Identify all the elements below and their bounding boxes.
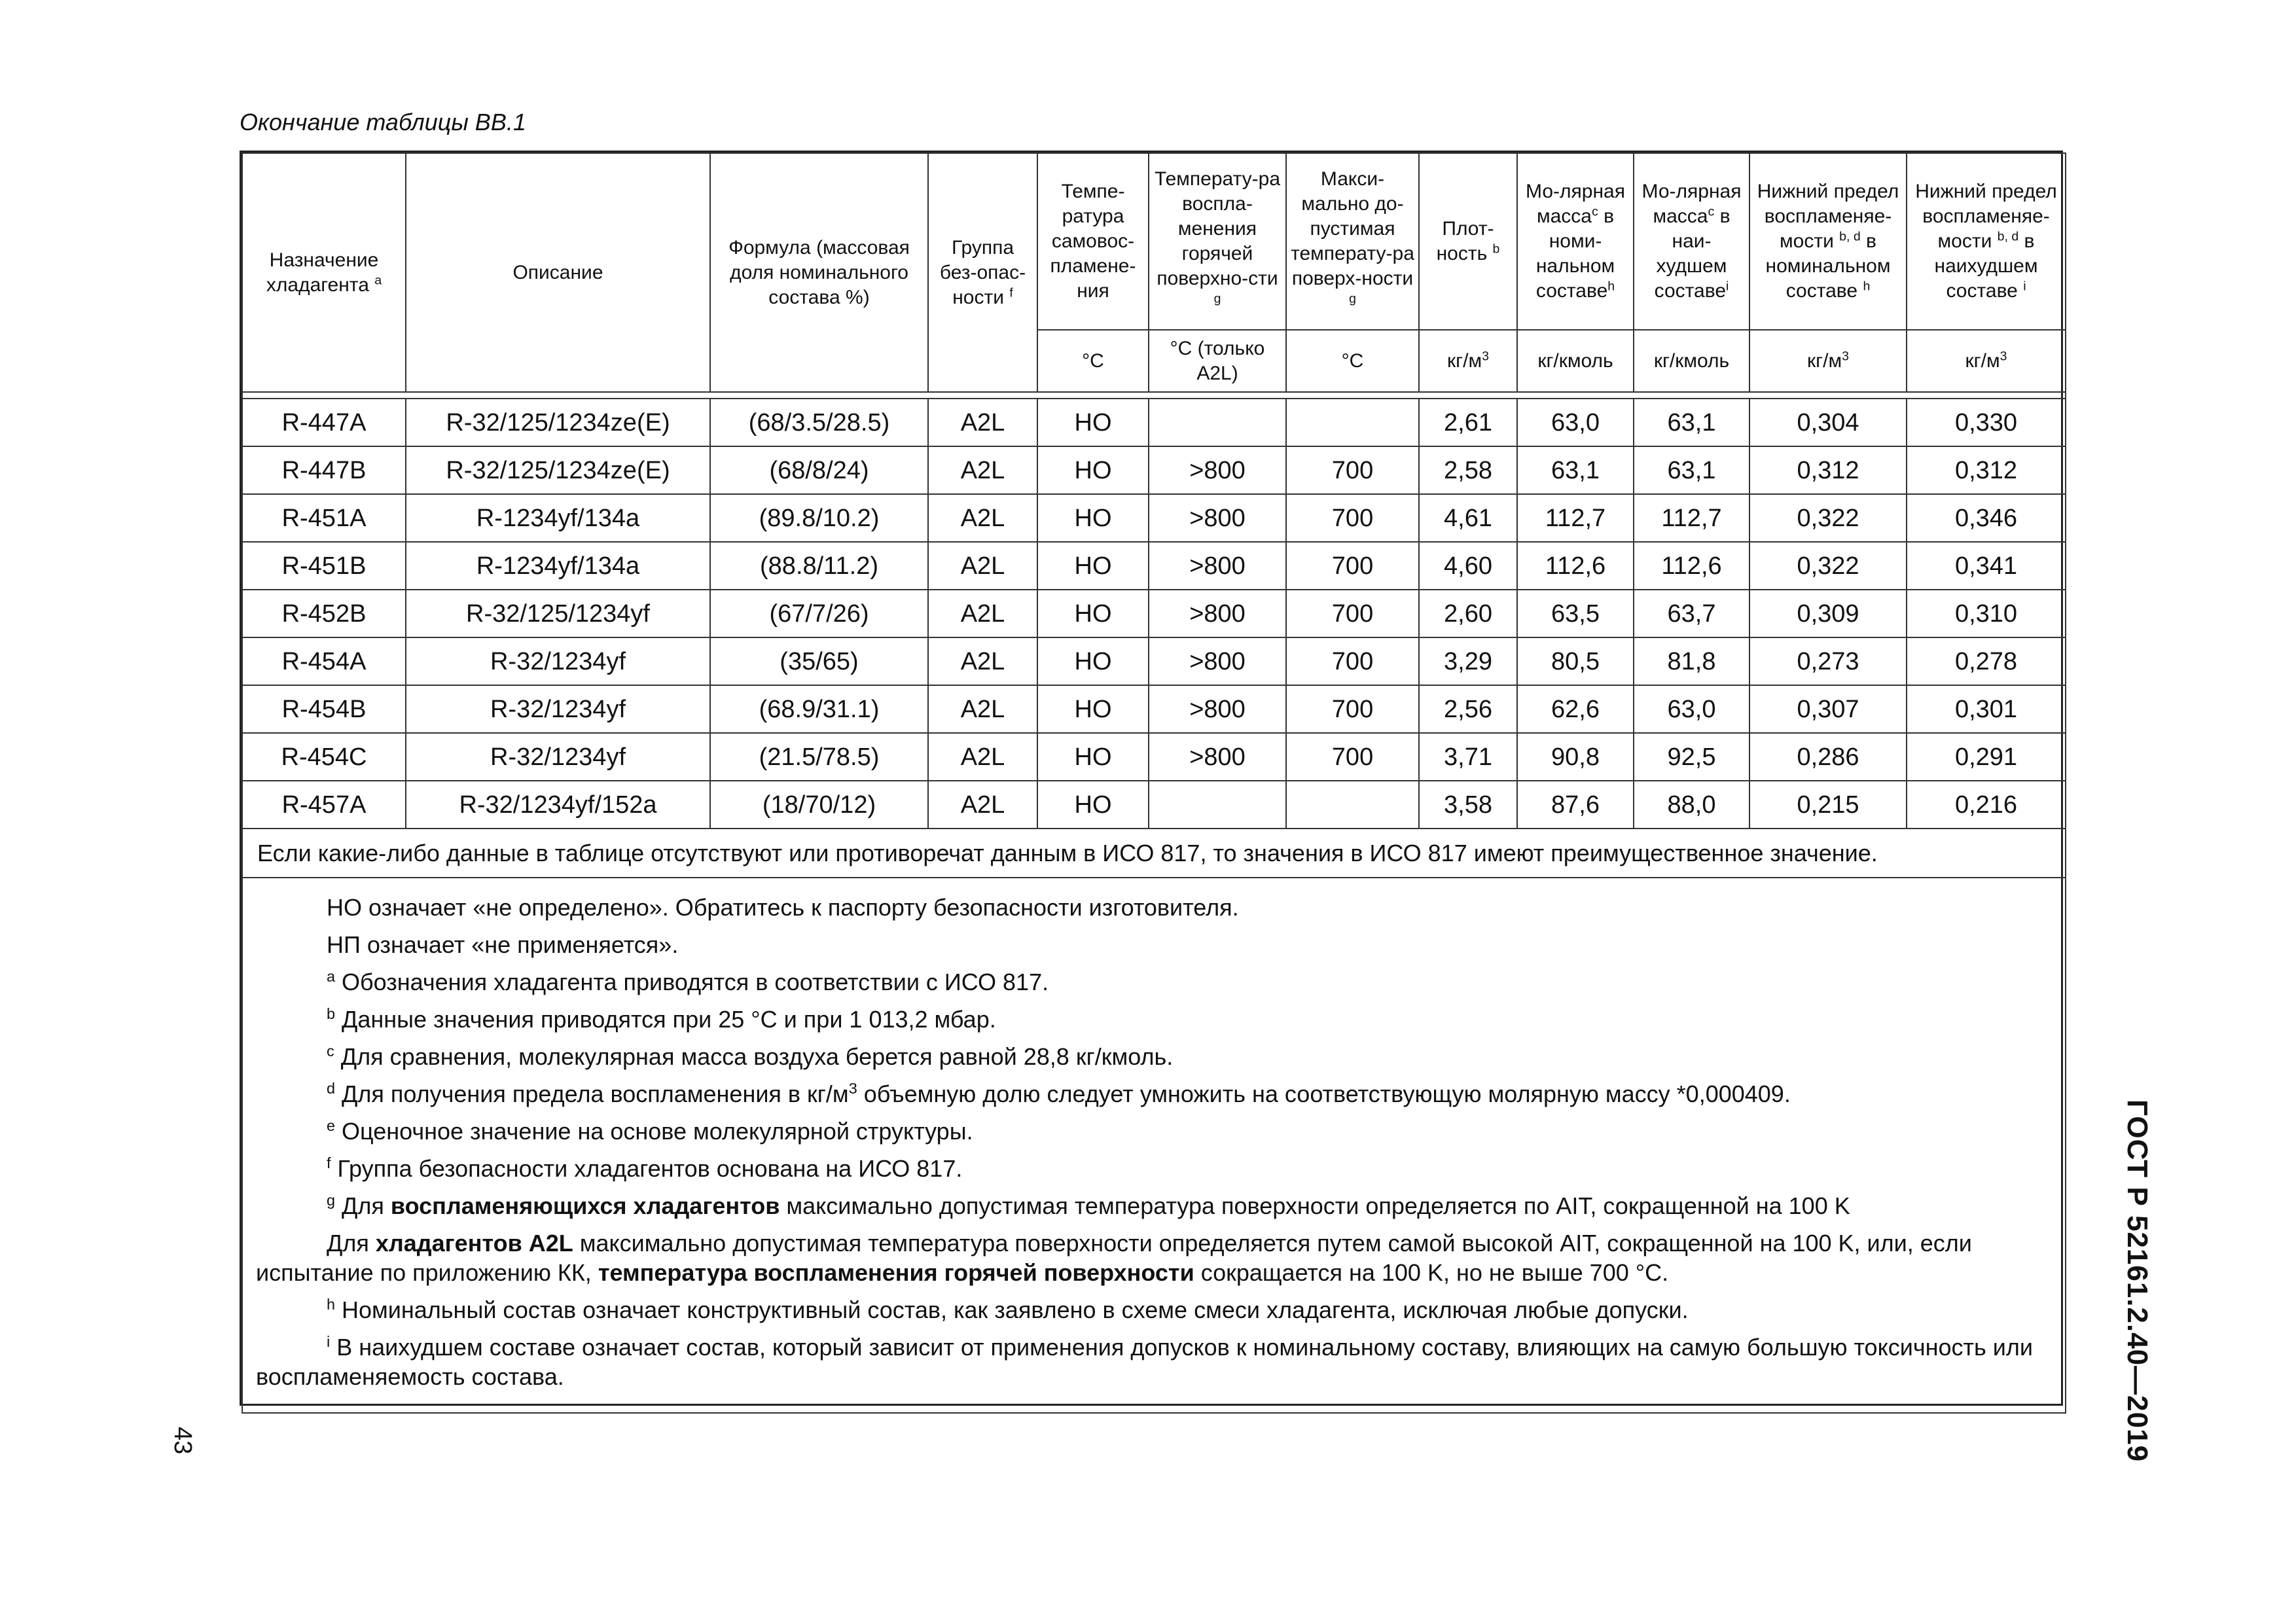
cell-safety-group: A2L	[928, 590, 1037, 637]
cell-molar-worst: 63,1	[1634, 399, 1749, 446]
note-c: $^c$ Для сравнения, молекулярная масса воздуха берется равной 28,8 кг/кмоль.	[327, 1043, 1174, 1070]
cell-designation: R-451A	[242, 494, 406, 542]
cell-lfl-worst: 0,312	[1907, 446, 2066, 494]
cell-molar-worst: 112,7	[1634, 494, 1749, 542]
cell-max-surface	[1286, 399, 1419, 446]
cell-molar-nominal: 80,5	[1517, 637, 1634, 685]
cell-molar-worst: 81,8	[1634, 637, 1749, 685]
table-row	[242, 542, 2066, 590]
cell-lfl-nominal: 0,312	[1749, 446, 1907, 494]
cell-lfl-nominal: 0,322	[1749, 494, 1907, 542]
header-safety-group: Группа без-опас-ности $^f$	[928, 153, 1037, 392]
cell-lfl-nominal: 0,286	[1749, 733, 1907, 781]
header-molar-worst: Мо-лярная масса$^c$ в наи-худшем составе$^i$	[1634, 153, 1749, 330]
table-row	[242, 494, 2066, 542]
cell-molar-nominal: 63,1	[1517, 446, 1634, 494]
cell-autoignition: НО	[1037, 590, 1149, 637]
cell-formula: (68.9/31.1)	[710, 685, 928, 733]
cell-safety-group: A2L	[928, 399, 1037, 446]
cell-lfl-nominal: 0,322	[1749, 542, 1907, 590]
cell-autoignition: НО	[1037, 446, 1149, 494]
header-formula: Формула (массовая доля номинального состава %)	[710, 153, 928, 392]
cell-lfl-nominal: 0,215	[1749, 781, 1907, 829]
cell-density: 3,71	[1419, 733, 1517, 781]
cell-max-surface: 700	[1286, 494, 1419, 542]
cell-hot-surface	[1149, 781, 1286, 829]
cell-molar-worst: 88,0	[1634, 781, 1749, 829]
cell-designation: R-447A	[242, 399, 406, 446]
cell-hot-surface: >800	[1149, 590, 1286, 637]
table-row	[242, 781, 2066, 829]
unit-lfl-nominal: $кг/м^3$	[1749, 330, 1907, 392]
cell-description: R-32/125/1234ze(E)	[406, 446, 710, 494]
cell-lfl-worst: 0,346	[1907, 494, 2066, 542]
unit-lfl-worst: $кг/м^3$	[1907, 330, 2066, 392]
note-d: $^d$ Для получения предела воспламенения в $кг/м^3$ объемную долю следует умножить на соответствующую молярную массу *0,000409.	[327, 1080, 1791, 1107]
cell-safety-group: A2L	[928, 685, 1037, 733]
cell-autoignition: НО	[1037, 733, 1149, 781]
note-f: $^f$ Группа безопасности хладагентов основана на ИСО 817.	[327, 1154, 963, 1182]
standard-designation: ГОСТ Р 52161.2.40—2019	[2121, 1099, 2153, 1463]
unit-molar-nominal: кг/кмоль	[1517, 330, 1634, 392]
data-table-container	[240, 151, 2063, 1406]
note-np: НП означает «не применяется».	[327, 931, 679, 958]
cell-hot-surface: >800	[1149, 446, 1286, 494]
cell-designation: R-454C	[242, 733, 406, 781]
cell-molar-nominal: 112,6	[1517, 542, 1634, 590]
cell-formula: (68/8/24)	[710, 446, 928, 494]
cell-max-surface: 700	[1286, 637, 1419, 685]
cell-designation: R-451B	[242, 542, 406, 590]
header-description: Описание	[406, 153, 710, 392]
header-hot-surface: Температу-ра воспла-менения горячей поверхно-сти $^g$	[1149, 153, 1286, 330]
cell-designation: R-454A	[242, 637, 406, 685]
cell-autoignition: НО	[1037, 399, 1149, 446]
cell-autoignition: НО	[1037, 494, 1149, 542]
cell-description: R-32/1234yf/152a	[406, 781, 710, 829]
refrigerant-table	[242, 152, 2066, 1414]
table-row	[242, 685, 2066, 733]
cell-density: 3,58	[1419, 781, 1517, 829]
cell-lfl-worst: 0,301	[1907, 685, 2066, 733]
table-header	[242, 153, 2066, 392]
unit-autoignition: °C	[1037, 330, 1149, 392]
cell-max-surface: 700	[1286, 590, 1419, 637]
header-autoignition: Темпе-ратура самовос-пламене-ния	[1037, 153, 1149, 330]
table-row	[242, 590, 2066, 637]
cell-formula: (89.8/10.2)	[710, 494, 928, 542]
cell-lfl-nominal: 0,273	[1749, 637, 1907, 685]
cell-designation: R-454B	[242, 685, 406, 733]
header-density: Плот-ность $^b$	[1419, 153, 1517, 330]
header-lfl-nominal: Нижний предел воспламеняе-мости $^{b, d}$ в номинальном составе $^h$	[1749, 153, 1907, 330]
cell-description: R-1234yf/134a	[406, 542, 710, 590]
cell-safety-group: A2L	[928, 781, 1037, 829]
cell-description: R-32/1234yf	[406, 685, 710, 733]
cell-formula: (18/70/12)	[710, 781, 928, 829]
note-a2l: Для хладагентов A2L максимально допустимая температура поверхности определяется путем самой высокой AIT, сокращенной на 100 K, или, если испытание по приложению КК, температура воспламенения горячей поверхности сокращается на 100 K, но не выше 700 °C.	[256, 1230, 1972, 1286]
cell-molar-worst: 92,5	[1634, 733, 1749, 781]
cell-molar-nominal: 112,7	[1517, 494, 1634, 542]
cell-safety-group: A2L	[928, 733, 1037, 781]
cell-lfl-worst: 0,330	[1907, 399, 2066, 446]
note-g: $^g$ Для воспламеняющихся хладагентов максимально допустимая температура поверхности определяется по AIT, сокращенной на 100 K	[327, 1192, 1850, 1219]
cell-lfl-worst: 0,310	[1907, 590, 2066, 637]
cell-description: R-32/125/1234ze(E)	[406, 399, 710, 446]
cell-lfl-worst: 0,291	[1907, 733, 2066, 781]
table-row	[242, 446, 2066, 494]
cell-molar-nominal: 90,8	[1517, 733, 1634, 781]
cell-designation: R-452B	[242, 590, 406, 637]
table-row	[242, 399, 2066, 446]
cell-description: R-32/1234yf	[406, 637, 710, 685]
cell-max-surface: 700	[1286, 542, 1419, 590]
cell-density: 4,60	[1419, 542, 1517, 590]
cell-autoignition: НО	[1037, 781, 1149, 829]
unit-molar-worst: кг/кмоль	[1634, 330, 1749, 392]
cell-max-surface: 700	[1286, 733, 1419, 781]
note-a: $^a$ Обозначения хладагента приводятся в соответствии с ИСО 817.	[327, 968, 1049, 995]
cell-formula: (88.8/11.2)	[710, 542, 928, 590]
header-molar-nominal: Мо-лярная масса$^c$ в номи-нальном составе$^h$	[1517, 153, 1634, 330]
table-row	[242, 733, 2066, 781]
cell-lfl-nominal: 0,304	[1749, 399, 1907, 446]
cell-max-surface	[1286, 781, 1419, 829]
cell-density: 3,29	[1419, 637, 1517, 685]
cell-density: 2,60	[1419, 590, 1517, 637]
cell-density: 4,61	[1419, 494, 1517, 542]
table-caption: Окончание таблицы ВВ.1	[240, 109, 526, 135]
cell-formula: (68/3.5/28.5)	[710, 399, 928, 446]
cell-description: R-1234yf/134a	[406, 494, 710, 542]
cell-lfl-worst: 0,278	[1907, 637, 2066, 685]
cell-density: 2,58	[1419, 446, 1517, 494]
header-separator	[242, 392, 2066, 399]
cell-safety-group: A2L	[928, 446, 1037, 494]
footnotes	[242, 878, 2066, 1413]
note-h: $^h$ Номинальный состав означает конструктивный состав, как заявлено в схеме смеси хладагента, исключая любые допуски.	[327, 1296, 1689, 1323]
cell-max-surface: 700	[1286, 685, 1419, 733]
unit-density: $кг/м^3$	[1419, 330, 1517, 392]
cell-hot-surface: >800	[1149, 494, 1286, 542]
page-number: 43	[169, 1427, 196, 1455]
cell-lfl-nominal: 0,309	[1749, 590, 1907, 637]
cell-lfl-worst: 0,341	[1907, 542, 2066, 590]
cell-hot-surface: >800	[1149, 542, 1286, 590]
cell-molar-nominal: 63,0	[1517, 399, 1634, 446]
cell-formula: (35/65)	[710, 637, 928, 685]
cell-formula: (67/7/26)	[710, 590, 928, 637]
unit-max-surface: °C	[1286, 330, 1419, 392]
cell-autoignition: НО	[1037, 542, 1149, 590]
table-note: Если какие-либо данные в таблице отсутствуют или противоречат данным в ИСО 817, то значения в ИСО 817 имеют преимущественное значение.	[242, 829, 2066, 878]
table-row	[242, 637, 2066, 685]
cell-safety-group: A2L	[928, 542, 1037, 590]
cell-hot-surface	[1149, 399, 1286, 446]
cell-formula: (21.5/78.5)	[710, 733, 928, 781]
cell-safety-group: A2L	[928, 494, 1037, 542]
cell-max-surface: 700	[1286, 446, 1419, 494]
note-i: $^i$ В наихудшем составе означает состав, который зависит от применения допусков к номинальному составу, влияющих на самую большую токсичность или воспламеняемость состава.	[256, 1333, 2033, 1390]
cell-density: 2,56	[1419, 685, 1517, 733]
cell-hot-surface: >800	[1149, 637, 1286, 685]
table-footer	[242, 829, 2066, 1413]
cell-molar-worst: 63,7	[1634, 590, 1749, 637]
cell-molar-worst: 112,6	[1634, 542, 1749, 590]
cell-molar-nominal: 63,5	[1517, 590, 1634, 637]
note-ho: НО означает «не определено». Обратитесь к паспорту безопасности изготовителя.	[327, 894, 1239, 921]
cell-designation: R-457A	[242, 781, 406, 829]
header-designation: Назначение хладагента $^a$	[242, 153, 406, 392]
cell-designation: R-447B	[242, 446, 406, 494]
cell-safety-group: A2L	[928, 637, 1037, 685]
cell-density: 2,61	[1419, 399, 1517, 446]
cell-lfl-worst: 0,216	[1907, 781, 2066, 829]
note-e: $^e$ Оценочное значение на основе молекулярной структуры.	[327, 1117, 973, 1145]
cell-autoignition: НО	[1037, 637, 1149, 685]
cell-molar-worst: 63,0	[1634, 685, 1749, 733]
cell-lfl-nominal: 0,307	[1749, 685, 1907, 733]
cell-description: R-32/125/1234yf	[406, 590, 710, 637]
cell-hot-surface: >800	[1149, 733, 1286, 781]
note-b: $^b$ Данные значения приводятся при 25 °C и при 1 013,2 мбар.	[327, 1005, 996, 1033]
cell-autoignition: НО	[1037, 685, 1149, 733]
header-max-surface: Макси-мально до-пустимая температу-ра поверх-ности $^g$	[1286, 153, 1419, 330]
cell-hot-surface: >800	[1149, 685, 1286, 733]
cell-molar-worst: 63,1	[1634, 446, 1749, 494]
table-body	[242, 392, 2066, 829]
cell-molar-nominal: 62,6	[1517, 685, 1634, 733]
unit-hot-surface: °C (только A2L)	[1149, 330, 1286, 392]
cell-molar-nominal: 87,6	[1517, 781, 1634, 829]
cell-description: R-32/1234yf	[406, 733, 710, 781]
header-lfl-worst: Нижний предел воспламеняе-мости $^{b, d}$ в наихудшем составе $^i$	[1907, 153, 2066, 330]
